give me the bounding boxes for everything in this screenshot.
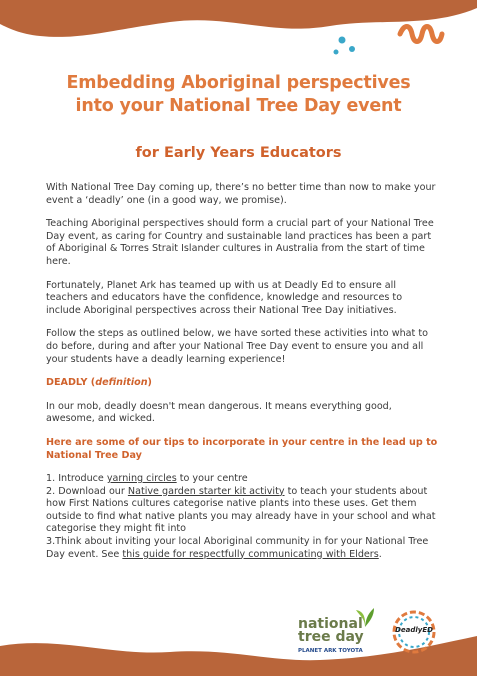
page-title — [0, 72, 477, 118]
paragraph-deadly-meaning: In our mob, deadly doesn't mean dangerous. It means everything good, awesome, and wicked. — [46, 400, 392, 425]
paragraph-teaching: Teaching Aboriginal perspectives should form a crucial part of your National Tree Day event, as caring for Country and sustainable land practices has been a part of Aboriginal & Torres Strait Islander cultures in Australia from the start of time here. — [46, 218, 434, 267]
paragraph-intro: With National Tree Day coming up, there’s no better time than now to make your event a ‘deadly’ one (in a good way, we promise). — [46, 182, 436, 206]
dot-icon — [349, 46, 355, 52]
elders-guide-link[interactable]: this guide for respectfully communicating with Elders — [122, 548, 379, 560]
squiggle-icon — [400, 27, 442, 42]
step-3-prefix: 3.Think about inviting your local Aboriginal community in for your National Tree Day event. See — [46, 536, 429, 560]
deadly-close-paren: ) — [147, 377, 152, 389]
step-3-suffix: . — [378, 548, 382, 560]
step-2-suffix: to teach your students about how First Nations cultures categorise native plants into these uses. Get them outside to find what native plants you may already have in your school and what categorise they might fit into — [46, 485, 436, 535]
step-1 — [46, 473, 438, 486]
step-1-suffix: to your centre — [176, 473, 248, 485]
ntd-sponsors: PLANET ARK TOYOTA — [298, 648, 363, 654]
title-line-1: Embedding Aboriginal perspectives — [66, 73, 411, 93]
tips-heading: Here are some of our tips to incorporate in your centre in the lead up to National Tree Day — [46, 436, 438, 461]
deadly-word: DEADLY ( — [46, 377, 96, 389]
step-2-prefix: 2. Download our — [46, 485, 128, 497]
paragraph-steps-intro: Follow the steps as outlined below, we have sorted these activities into what to do before, during and after your National Tree Day event to ensure you and all your students have a deadly learning experience! — [46, 328, 428, 365]
native-garden-kit-link[interactable]: Native garden starter kit activity — [127, 485, 285, 497]
ntd-line-1: national — [298, 616, 363, 632]
page-subtitle: for Early Years Educators — [135, 145, 342, 161]
document-body — [46, 182, 438, 561]
step-1-prefix: 1. Introduce — [46, 473, 107, 485]
steps-list — [46, 473, 438, 561]
yarning-circles-link[interactable]: yarning circles — [106, 473, 177, 485]
dot-icon — [334, 50, 339, 55]
deadly-definition-heading — [46, 377, 438, 390]
dot-icon — [339, 37, 346, 44]
step-3 — [46, 536, 438, 561]
top-wave-decoration — [0, 0, 477, 60]
ntd-line-2: tree day — [298, 629, 364, 645]
definition-word: definition — [95, 377, 148, 389]
national-tree-day-logo — [298, 606, 388, 658]
deadly-ed-logo — [390, 608, 438, 656]
step-2 — [46, 486, 438, 536]
paragraph-planet-ark: Fortunately, Planet Ark has teamed up with us at Deadly Ed to ensure all teachers and educators have the confidence, knowledge and resources to include Aboriginal perspectives across their National Tree Day initiatives. — [46, 279, 403, 316]
title-line-2: into your National Tree Day event — [75, 96, 402, 116]
deadly-ed-wordmark: DeadlyED — [395, 626, 433, 634]
